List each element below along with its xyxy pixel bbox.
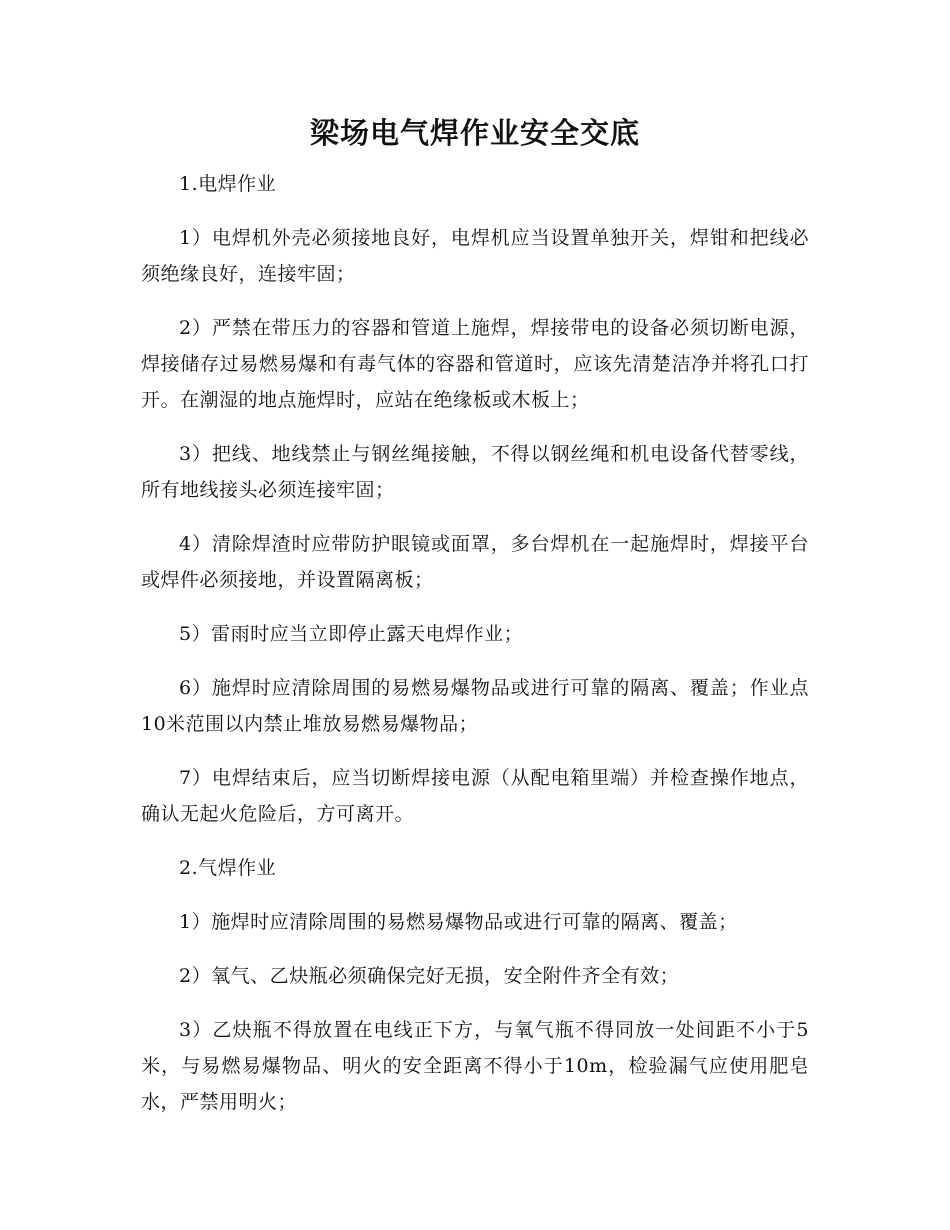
paragraph-item: 2）氧气、乙炔瓶必须确保完好无损，安全附件齐全有效； <box>179 965 680 987</box>
paragraph-item: 3）乙炔瓶不得放置在电线正下方，与氧气瓶不得同放一处间距不小于5米，与易燃易爆物品、明火的安全距离不得小于10m，检验漏气应使用肥皂水，严禁用明火； <box>141 1019 809 1113</box>
paragraph-item: 2）严禁在带压力的容器和管道上施焊，焊接带电的设备必须切断电源，焊接储存过易燃易爆和有毒气体的容器和管道时，应该先清楚洁净并将孔口打开。在潮湿的地点施焊时，应站在绝缘板或木板上； <box>141 317 809 411</box>
section-heading-electric-welding: 1.电焊作业 <box>179 173 277 195</box>
paragraph-item: 3）把线、地线禁止与钢丝绳接触，不得以钢丝绳和机电设备代替零线，所有地线接头必须连接牢固； <box>141 443 809 501</box>
paragraph-item: 7）电焊结束后，应当切断焊接电源（从配电箱里端）并检查操作地点，确认无起火危险后，方可离开。 <box>141 767 809 825</box>
section-heading-gas-welding: 2.气焊作业 <box>179 857 277 879</box>
paragraph-item: 5）雷雨时应当立即停止露天电焊作业； <box>179 623 524 645</box>
paragraph-item: 1）电焊机外壳必须接地良好，电焊机应当设置单独开关，焊钳和把线必须绝缘良好，连接牢固； <box>141 227 809 285</box>
document-body <box>141 166 809 1138</box>
paragraph-item: 6）施焊时应清除周围的易燃易爆物品或进行可靠的隔离、覆盖；作业点10米范围以内禁止堆放易燃易爆物品； <box>141 677 809 735</box>
paragraph-item: 1）施焊时应清除周围的易燃易爆物品或进行可靠的隔离、覆盖； <box>179 911 738 933</box>
paragraph-item: 4）清除焊渣时应带防护眼镜或面罩，多台焊机在一起施焊时，焊接平台或焊件必须接地，并设置隔离板； <box>141 533 809 591</box>
document-title: 梁场电气焊作业安全交底 <box>309 116 640 150</box>
